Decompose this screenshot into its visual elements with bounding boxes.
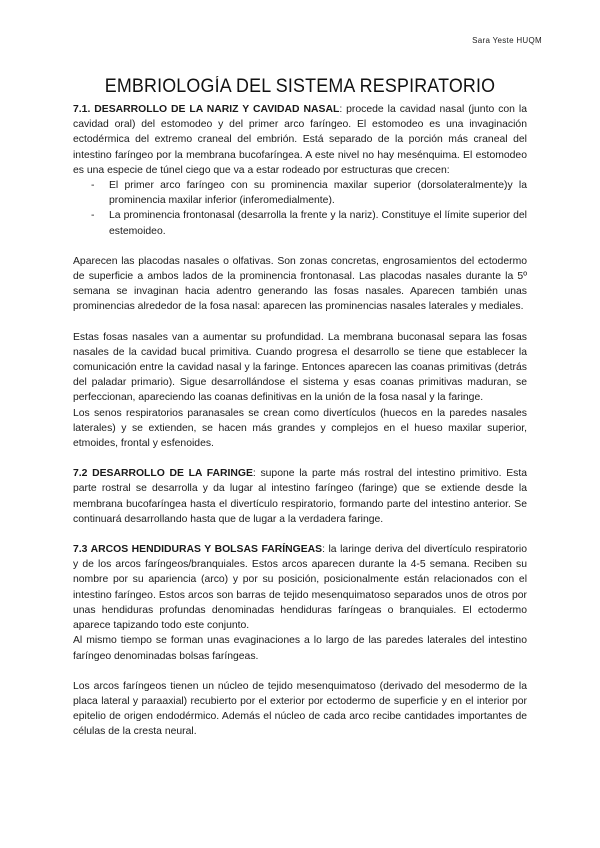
section-7-3-paragraph (73, 542, 527, 633)
section-7-3-heading: 7.3 ARCOS HENDIDURAS Y BOLSAS FARÍNGEAS (73, 544, 323, 556)
section-7-2-paragraph (73, 466, 527, 527)
document-title: EMBRIOLOGÍA DEL SISTEMA RESPIRATORIO (104, 76, 496, 97)
bullet-item: - La prominencia frontonasal (desarrolla la frente y la nariz). Constituye el límite superior del estemoideo. (91, 208, 527, 238)
section-7-1-paragraph-4: Los senos respiratorios paranasales se crean como divertículos (huecos en la paredes nasales laterales) y se extienden, se hacen más grandes y complejos en el hueso maxilar superior, etmoides, frontal y esfenoides. (73, 407, 527, 450)
document-body (73, 102, 527, 740)
bullet-item: - El primer arco faríngeo con su prominencia maxilar superior (dorsolateralmente)y la prominencia maxilar inferior (inferomedialmente). (91, 178, 527, 208)
section-7-1-paragraph-2: Aparecen las placodas nasales o olfativas. Son zonas concretas, engrosamientos del ectodermo de superficie a ambos lados de la prominencia frontonasal. Las placodas nasales durante la 5º semana se invaginan hacia adentro generando las fosas nasales. Aparecen también unas prominencias alrededor de la fosa nasal: aparecen las prominencias nasales laterales y mediales. (73, 255, 527, 313)
author-header: Sara Yeste HUQM (472, 36, 542, 45)
section-7-2-heading: 7.2 DESARROLLO DE LA FARINGE (73, 468, 253, 480)
section-7-1-intro-text: : procede la cavidad nasal (junto con la cavidad oral) del estomodeo y del primer arco faríngeo. El estomodeo es una invaginación ectodérmica del extremo craneal del embrión. Está separado de la porción más craneal del intestino faríngeo por la membrana bucofaríngea. A este nivel no hay mesénquima. El estomodeo es una especie de túnel ciego que va a estar rodeado por estructuras que crecen: (73, 104, 528, 176)
section-7-3-paragraph-3: Los arcos faríngeos tienen un núcleo de tejido mesenquimatoso (derivado del mesodermo de la placa lateral y paraaxial) recubierto por el exterior por ectodermo de superficie y en el interior por epitelio de origen endodérmico. Además el núcleo de cada arco recibe cantidades importantes de células de la cresta neural. (73, 680, 527, 738)
section-7-1-heading: 7.1. DESARROLLO DE LA NARIZ Y CAVIDAD NASAL (73, 104, 340, 115)
section-7-1-bullet-list (73, 178, 527, 239)
section-7-3-paragraph-2: Al mismo tiempo se forman unas evaginaciones a lo largo de las paredes laterales del intestino faríngeo denominadas bolsas faríngeas. (73, 635, 527, 662)
section-7-3-text: : la laringe deriva del divertículo respiratorio y de los arcos faríngeos/branquiales. Estos arcos aparecen durante la 4-5 semana. Reciben su nombre por su apariencia (arco) y por su posición, posicionalmente están relacionados con el intestino faríngeo. Estos arcos son barras de tejido mesenquimatoso separados unos de otros por unas hendiduras profundas denominadas hendiduras faríngeas o branquiales. El ectodermo aparece tapizando todo este conjunto. (73, 544, 528, 632)
section-7-2-text: : supone la parte más rostral del intestino primitivo. Esta parte rostral se desarrolla y da lugar al intestino faríngeo (faringe) que se extiende desde la membrana bucofaríngea hasta el divertículo respiratorio, formando parte del intestino anterior. Se continuará desarrollando hasta que de lugar a la verdadera faringe. (73, 468, 528, 525)
section-7-1-intro-paragraph (73, 102, 527, 178)
section-7-1-paragraph-3: Estas fosas nasales van a aumentar su profundidad. La membrana buconasal separa las fosas nasales de la cavidad bucal primitiva. Cuando progresa el desarrollo se tiene que establecer la comunicación entre la cavidad nasal y la faringe. Entonces aparecen las coanas primitivas (detrás del paladar primario). Sigue desarrollándose el sistema y esas coanas primitivas maduran, se perfeccionan, apareciendo las coanas definitivas en la unión de la fosa nasal y la faringe. (73, 331, 527, 404)
